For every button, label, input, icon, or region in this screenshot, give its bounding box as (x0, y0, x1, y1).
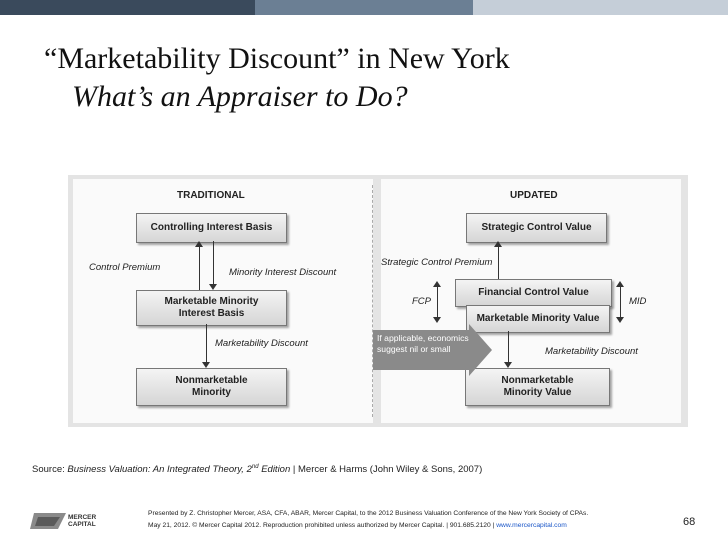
valuation-levels-figure (68, 175, 688, 427)
control-premium-arrowhead (195, 241, 203, 247)
footer-line2-text: May 21, 2012. © Mercer Capital 2012. Reproduction prohibited unless authorized by Mercer Capital. | 901.685.2120 | (148, 522, 497, 529)
top-color-bar (0, 0, 728, 15)
callout-line2: suggest nil or small (377, 344, 451, 354)
callout-text (377, 333, 469, 355)
financial-control-box (455, 279, 612, 307)
logo-line1: MERCER (68, 514, 97, 521)
nonmarketable-line1: Nonmarketable (175, 375, 248, 386)
top-bar-segment-dark (0, 0, 255, 15)
logo-line2: CAPITAL (68, 521, 96, 528)
control-premium-label: Control Premium (89, 262, 161, 273)
updated-marketability-discount-label: Marketability Discount (545, 346, 638, 357)
strategic-control-box (466, 213, 607, 243)
slide-subtitle: What’s an Appraiser to Do? (72, 80, 408, 113)
top-bar-segment-mid (255, 0, 473, 15)
updated-marketability-arrowhead (504, 362, 512, 368)
marketable-minority-line1: Marketable Minority (164, 296, 259, 307)
top-bar-segment-light (473, 0, 728, 15)
strategic-premium-arrowhead (494, 241, 502, 247)
controlling-interest-box (136, 213, 287, 243)
traditional-heading: TRADITIONAL (177, 190, 245, 201)
mid-label: MID (629, 296, 647, 307)
nonmarketable-line2: Minority (192, 387, 231, 398)
minority-interest-discount-label: Minority Interest Discount (229, 267, 337, 278)
strategic-control-premium-label: Strategic Control Premium (381, 257, 493, 268)
footer-line2 (148, 520, 588, 532)
controlling-interest-label: Controlling Interest Basis (150, 222, 273, 233)
footer-line1: Presented by Z. Christopher Mercer, ASA, CFA, ABAR, Mercer Capital, to the 2012 Business Valuation Conference of the New York Society of CPAs. (148, 510, 589, 517)
updated-heading: UPDATED (510, 190, 558, 201)
mid-arrow-line (620, 287, 621, 317)
financial-control-label: Financial Control Value (478, 287, 589, 298)
source-rest: | Mercer & Harms (John Wiley & Sons, 2007) (290, 464, 483, 476)
updated-marketability-arrow-line (508, 331, 509, 362)
panel-divider (372, 185, 373, 417)
footer-text (148, 508, 588, 532)
marketability-discount-arrow-line (206, 324, 207, 362)
source-edition-sup: nd (251, 464, 259, 470)
source-prefix: Source: (32, 464, 68, 476)
mid-arrowhead-down (616, 317, 624, 323)
source-book-title: Business Valuation: An Integrated Theory, 2 (67, 464, 252, 476)
updated-nonmarketable-line2: Minority Value (503, 387, 572, 398)
minority-discount-arrowhead (209, 284, 217, 290)
strategic-control-label: Strategic Control Value (481, 222, 592, 233)
control-premium-arrow-line (199, 247, 200, 290)
strategic-premium-arrow-line (498, 247, 499, 279)
fcp-arrowhead-up (433, 281, 441, 287)
fcp-arrowhead-down (433, 317, 441, 323)
footer-url-link[interactable]: www.mercercapital.com (496, 522, 567, 529)
nonmarketable-minority-box (136, 368, 287, 406)
economics-callout-arrow (373, 330, 492, 370)
mid-arrowhead-up (616, 281, 624, 287)
updated-nonmarketable-line1: Nonmarketable (501, 375, 574, 386)
minority-discount-arrow-line (213, 241, 214, 284)
marketable-minority-box (136, 290, 287, 326)
trad-marketability-discount-label: Marketability Discount (215, 338, 308, 349)
fcp-arrow-line (437, 287, 438, 317)
logo-wordmark (68, 514, 96, 528)
fcp-label: FCP (412, 296, 431, 307)
marketable-minority-value-label: Marketable Minority Value (476, 313, 600, 324)
marketable-minority-line2: Interest Basis (178, 308, 245, 319)
source-citation (32, 464, 482, 475)
callout-line1: If applicable, economics (377, 333, 469, 343)
slide-title: “Marketability Discount” in New York (44, 42, 510, 75)
page-number: 68 (683, 516, 696, 528)
callout-arrow-tip (469, 324, 492, 376)
marketability-discount-arrowhead (202, 362, 210, 368)
source-edition-word: Edition (258, 464, 291, 476)
